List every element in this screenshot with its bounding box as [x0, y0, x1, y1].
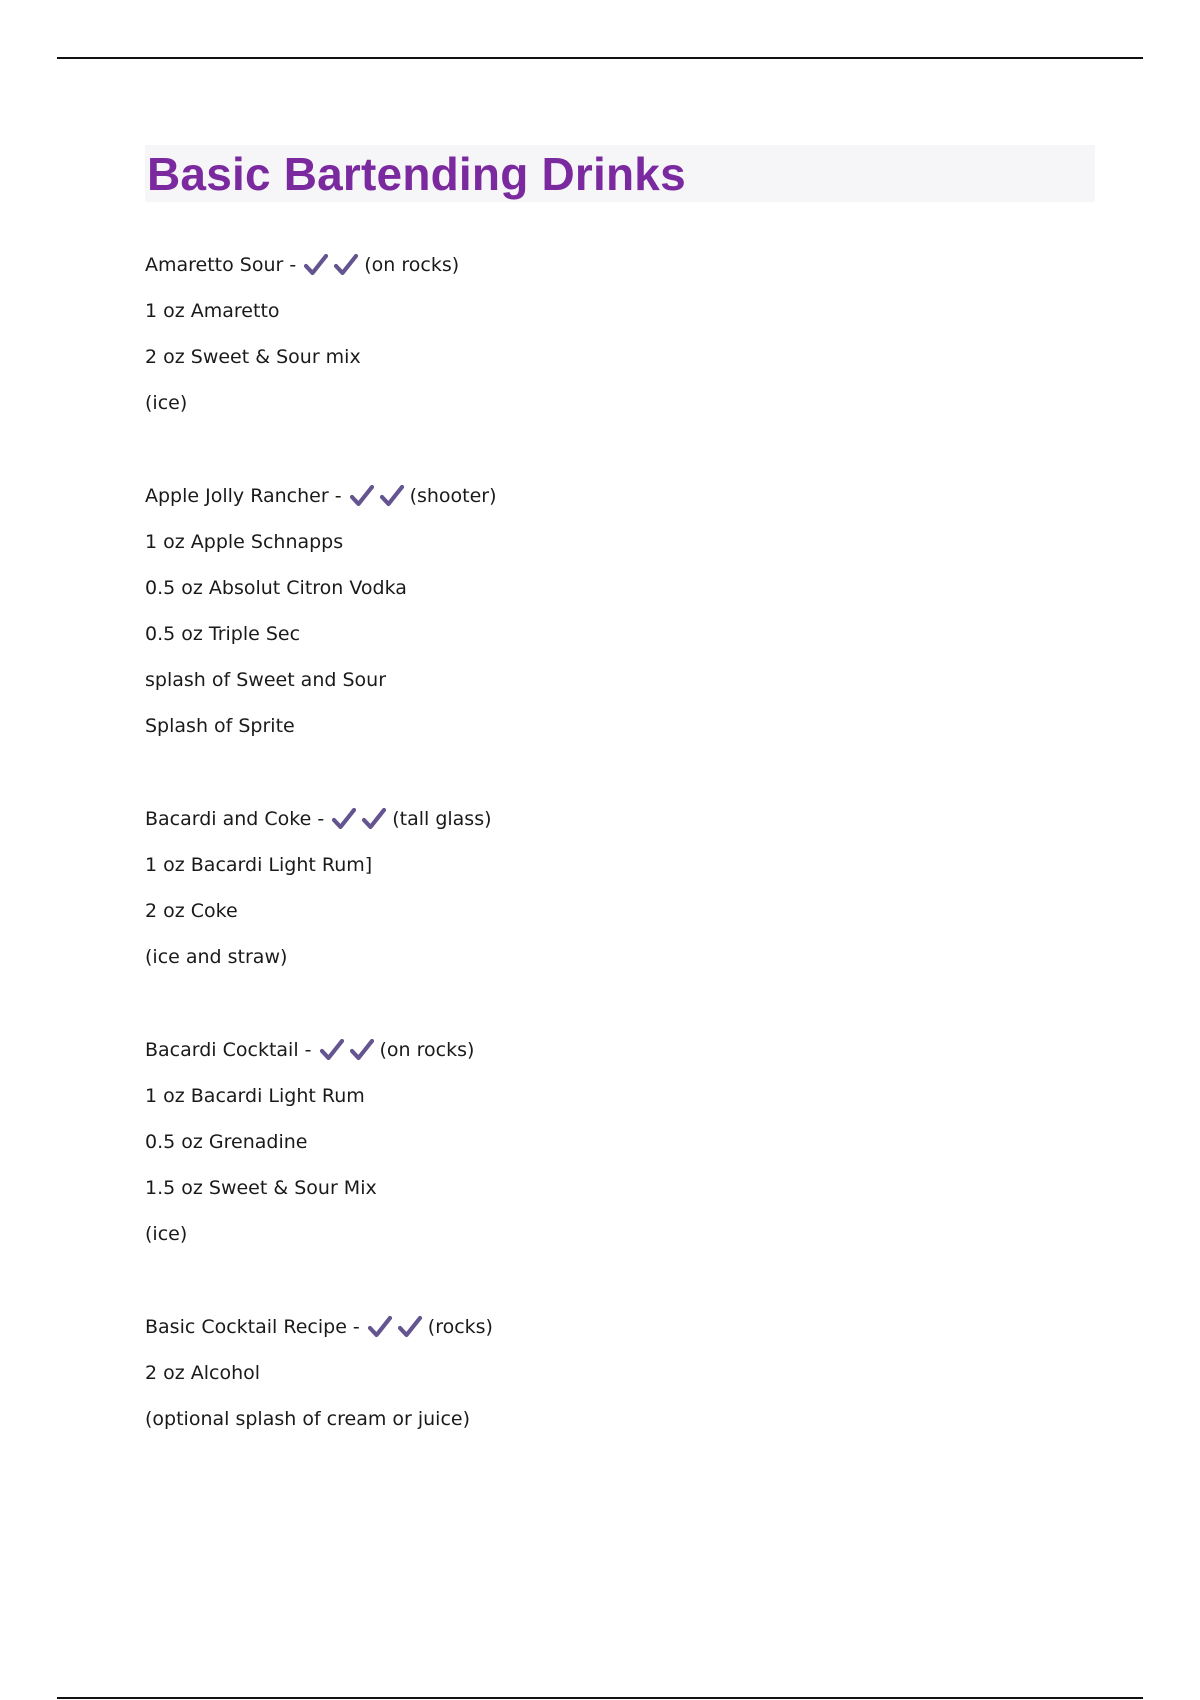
document-body: [145, 145, 1095, 1489]
recipe-name: Bacardi and Coke -: [145, 808, 325, 830]
checkmark-icon: [332, 808, 356, 830]
recipe-name: Apple Jolly Rancher -: [145, 485, 342, 507]
ingredient-line: 2 oz Alcohol: [145, 1362, 261, 1384]
ingredient-line: 0.5 oz Absolut Citron Vodka: [145, 577, 407, 599]
recipe: [145, 473, 1095, 749]
rating-checks: [368, 1316, 422, 1338]
recipe: [145, 242, 1095, 426]
serving-style: (rocks): [427, 1316, 493, 1338]
recipe-name: Amaretto Sour -: [145, 254, 297, 276]
ingredient-line: (ice): [145, 392, 188, 414]
recipe-name: Bacardi Cocktail -: [145, 1039, 312, 1061]
serving-style: (on rocks): [379, 1039, 475, 1061]
recipe-heading: [145, 1027, 1095, 1073]
checkmark-icon: [380, 485, 404, 507]
serving-style: (shooter): [409, 485, 497, 507]
rating-checks: [320, 1039, 374, 1061]
checkmark-icon: [368, 1316, 392, 1338]
ingredient-line: 1.5 oz Sweet & Sour Mix: [145, 1177, 377, 1199]
checkmark-icon: [304, 254, 328, 276]
checkmark-icon: [362, 808, 386, 830]
recipe: [145, 1027, 1095, 1257]
serving-style: (on rocks): [364, 254, 460, 276]
recipe-name: Basic Cocktail Recipe -: [145, 1316, 360, 1338]
recipe-heading: [145, 796, 1095, 842]
ingredient-line: 1 oz Apple Schnapps: [145, 531, 344, 553]
recipe-heading: [145, 1304, 1095, 1350]
serving-style: (tall glass): [392, 808, 492, 830]
checkmark-icon: [398, 1316, 422, 1338]
ingredient-line: (optional splash of cream or juice): [145, 1408, 471, 1430]
ingredient-line: 1 oz Bacardi Light Rum: [145, 1085, 365, 1107]
document-title: Basic Bartending Drinks: [147, 147, 686, 200]
header-rule: [57, 57, 1143, 59]
recipe: [145, 796, 1095, 980]
checkmark-icon: [320, 1039, 344, 1061]
ingredient-line: 1 oz Amaretto: [145, 300, 280, 322]
ingredient-line: 0.5 oz Triple Sec: [145, 623, 301, 645]
ingredient-line: 2 oz Sweet & Sour mix: [145, 346, 361, 368]
checkmark-icon: [334, 254, 358, 276]
rating-checks: [304, 254, 358, 276]
ingredient-line: 1 oz Bacardi Light Rum]: [145, 854, 373, 876]
recipe-heading: [145, 473, 1095, 519]
title-banner: [145, 145, 1095, 202]
ingredient-line: 2 oz Coke: [145, 900, 238, 922]
recipe-heading: [145, 242, 1095, 288]
ingredient-line: 0.5 oz Grenadine: [145, 1131, 308, 1153]
checkmark-icon: [350, 1039, 374, 1061]
ingredient-line: (ice): [145, 1223, 188, 1245]
ingredient-line: (ice and straw): [145, 946, 288, 968]
checkmark-icon: [350, 485, 374, 507]
rating-checks: [350, 485, 404, 507]
ingredient-line: Splash of Sprite: [145, 715, 295, 737]
recipe: [145, 1304, 1095, 1442]
ingredient-line: splash of Sweet and Sour: [145, 669, 387, 691]
rating-checks: [332, 808, 386, 830]
footer-rule: [57, 1697, 1143, 1699]
recipe-list: [145, 242, 1095, 1442]
